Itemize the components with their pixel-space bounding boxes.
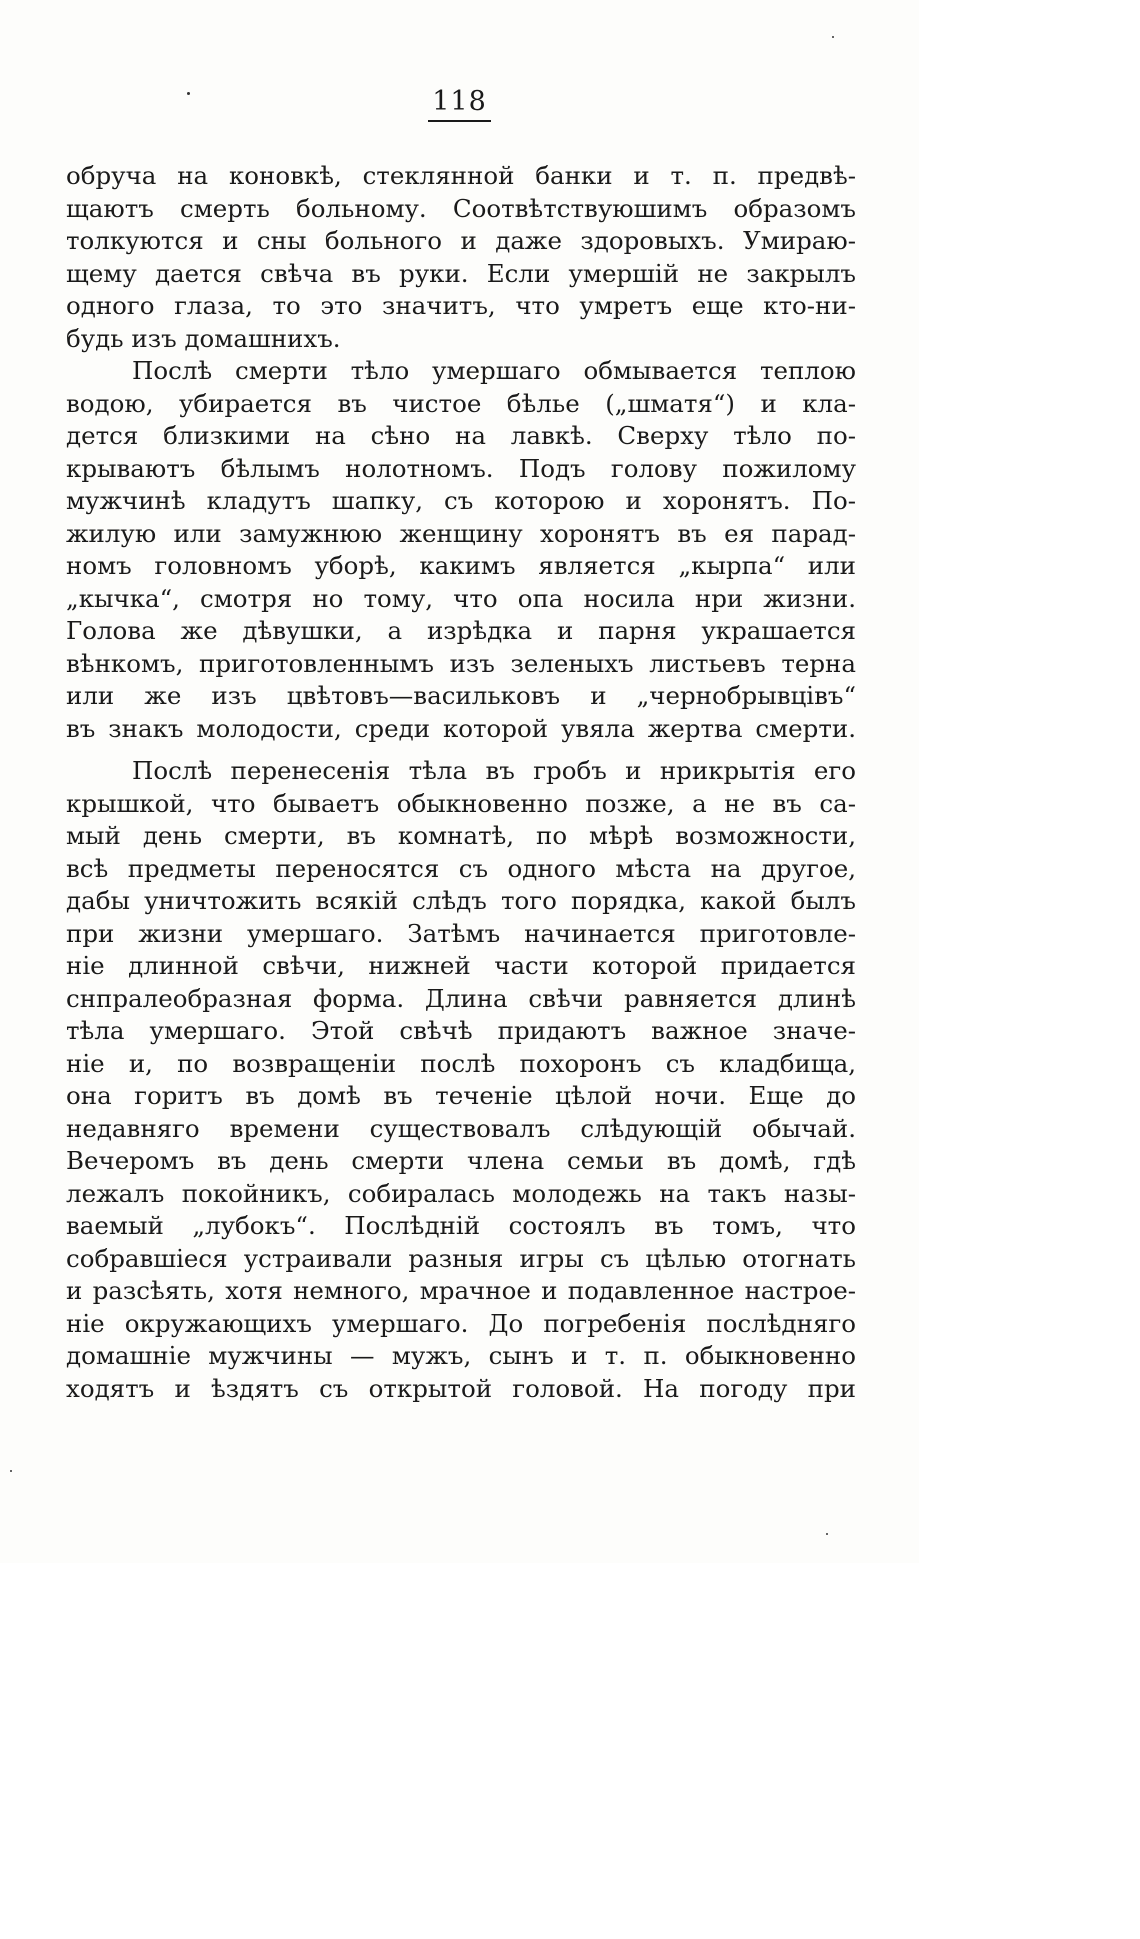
- scan-speck: [832, 36, 834, 38]
- paragraph-1: [66, 160, 856, 355]
- text-line: снпралеобразная форма. Длина свѣчи равняется длинѣ: [66, 983, 856, 1013]
- text-line: ніе окружающихъ умершаго. До погребенія послѣдняго: [66, 1308, 856, 1338]
- text-line: всѣ предметы переносятся съ одного мѣста на другое,: [66, 853, 856, 883]
- text-line: при жизни умершаго. Затѣмъ начинается приготовле-: [66, 918, 856, 948]
- paragraph-3: [66, 755, 856, 1405]
- text-line: домашніе мужчины — мужъ, сынъ и т. п. обыкновенно: [66, 1341, 856, 1370]
- text-line: Послѣ смерти тѣло умершаго обмывается теплою: [132, 356, 856, 385]
- text-line: въ знакъ молодости, среди которой увяла жертва смерти.: [66, 713, 856, 743]
- text-line: номъ головномъ уборѣ, какимъ является „кырпа“ или: [66, 551, 856, 580]
- text-line: Послѣ перенесенія тѣла въ гробъ и нрикрытія его: [132, 756, 856, 785]
- scan-speck: [826, 1533, 828, 1535]
- text-line: обруча на коновкѣ, стеклянной банки и т. п. предвѣ-: [66, 161, 856, 190]
- page-number-value: 118: [428, 86, 491, 122]
- text-line: будь изъ домашнихъ.: [66, 323, 341, 353]
- text-line: вѣнкомъ, приготовленнымъ изъ зеленыхъ листьевъ терна: [66, 648, 856, 678]
- body-text: [66, 160, 856, 1405]
- text-line: дабы уничтожить всякій слѣдъ того порядка, какой былъ: [66, 886, 856, 915]
- text-line: мый день смерти, въ комнатѣ, по мѣрѣ возможности,: [66, 821, 856, 850]
- text-line: щаютъ смерть больному. Соотвѣтствуюшимъ образомъ: [66, 193, 856, 223]
- text-line: мужчинѣ кладутъ шапку, съ которою и хоронятъ. По-: [66, 486, 856, 515]
- text-line: Голова же дѣвушки, а изрѣдка и парня украшается: [66, 616, 856, 645]
- text-line: и разсѣять, хотя немного, мрачное и подавленное настрое-: [66, 1276, 856, 1305]
- text-line: недавняго времени существовалъ слѣдующій обычай.: [66, 1113, 856, 1143]
- text-line: дется близкими на сѣно на лавкѣ. Сверху тѣло по-: [66, 421, 856, 450]
- text-line: одного глаза, то это значитъ, что умретъ еще кто-ни-: [66, 291, 856, 320]
- text-line: Вечеромъ въ день смерти члена семьи въ домѣ, гдѣ: [66, 1146, 856, 1175]
- text-line: толкуются и сны больного и даже здоровыхъ. Умираю-: [66, 226, 856, 255]
- text-line: ваемый „лубокъ“. Послѣдній состоялъ въ томъ, что: [66, 1211, 856, 1240]
- text-line: тѣла умершаго. Этой свѣчѣ придаютъ важное значе-: [66, 1016, 856, 1045]
- text-line: жилую или замужнюю женщину хоронятъ въ ея парад-: [66, 518, 856, 548]
- text-line: ніе и, по возвращеніи послѣ похоронъ съ кладбища,: [66, 1048, 856, 1078]
- text-line: собравшіеся устраивали разныя игры съ цѣлью отогнать: [66, 1243, 856, 1273]
- paragraph-2: [66, 355, 856, 745]
- text-line: „кычка“, смотря но тому, что опа носила нри жизни.: [66, 583, 856, 613]
- text-line: или же изъ цвѣтовъ—васильковъ и „чернобрывцівъ“: [66, 681, 856, 710]
- page-number: [0, 86, 919, 122]
- paragraph-gap: [66, 745, 856, 755]
- scan-speck: [10, 1470, 12, 1472]
- text-line: лежалъ покойникъ, собиралась молодежь на такъ назы-: [66, 1178, 856, 1208]
- text-line: крываютъ бѣлымъ нолотномъ. Подъ голову пожилому: [66, 453, 856, 483]
- text-line: ніе длинной свѣчи, нижней части которой придается: [66, 951, 856, 980]
- text-line: она горитъ въ домѣ въ теченіе цѣлой ночи. Еще до: [66, 1081, 856, 1110]
- text-line: щему дается свѣча въ руки. Если умершій не закрылъ: [66, 258, 856, 288]
- text-line: крышкой, что бываетъ обыкновенно позже, а не въ са-: [66, 788, 856, 818]
- scan-speck: [187, 92, 190, 95]
- text-line: ходятъ и ѣздятъ съ открытой головой. На погоду при: [66, 1373, 856, 1403]
- text-line: водою, убирается въ чистое бѣлье („шматя“) и кла-: [66, 388, 856, 418]
